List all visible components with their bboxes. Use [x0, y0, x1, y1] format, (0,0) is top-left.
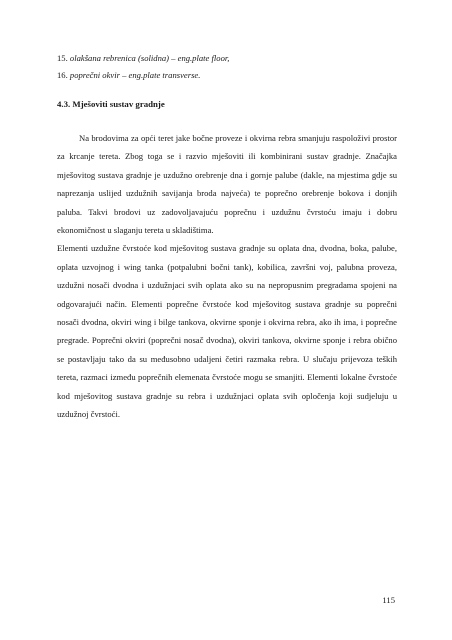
- paragraph-elements: Elementi uzdužne čvrstoće kod mješovitog sustava gradnje su oplata dna, dvodna, boka, palube, oplata uzvojnog i wing tanka (potpalubni bočni tank), kobilica, završni voj, palubna proveza, uzdužni nosači dvodna i uzdužnjaci svih oplata ako su na nepropusnim pregradama spojeni na odgovarajući način. Elementi poprečne čvrstoće kod mješovitog sustava gradnje su poprečni nosači dvodna, okviri wing i bilge tankova, okvirne sponje i okvirna rebra, ako ih ima, i poprečne pregrade. Poprečni okviri (poprečni nosač dvodna), okviri tankova, okvirne sponje i rebra obično se postavljaju tako da su međusobno udaljeni četiri razmaka rebra. U slučaju prijevoza teških tereta, razmaci između poprečnih elemenata čvrstoće mogu se smanjiti. Elementi lokalne čvrstoće kod mješovitog sustava gradnje su rebra i uzdužnjaci oplata svih opločenja koji sudjeluju u uzdužnoj čvrstoći.: [57, 243, 397, 420]
- list-number: 15.: [57, 53, 68, 63]
- page-number: 115: [382, 595, 395, 605]
- list-item-16: [57, 70, 200, 81]
- body-text: [57, 129, 397, 424]
- list-text: olakšana rebrenica (solidna) – eng.plate floor,: [69, 53, 230, 63]
- section-heading: 4.3. Mješoviti sustav gradnje: [57, 99, 165, 109]
- list-number: 16.: [57, 70, 68, 80]
- list-item-15: [57, 53, 229, 64]
- list-text: poprečni okvir – eng.plate transverse.: [69, 70, 201, 80]
- paragraph-intro: Na brodovima za opći teret jake bočne proveze i okvirna rebra smanjuju raspoloživi prostor za krcanje tereta. Zbog toga se i razvio mješoviti ili kombinirani sustav gradnje. Značajka mješovitog sustava gradnje je uzdužno orebrenje dna i gornje palube (dakle, na mjestima gdje su naprezanja uslijed uzdužnih savijanja broda najveća) te poprečno orebrenje bokova i donjih paluba. Takvi brodovi uz zadovoljavajuću poprečnu i uzdužnu čvrstoću imaju i dobru ekonomičnost u slaganju tereta u skladištima.: [57, 133, 397, 236]
